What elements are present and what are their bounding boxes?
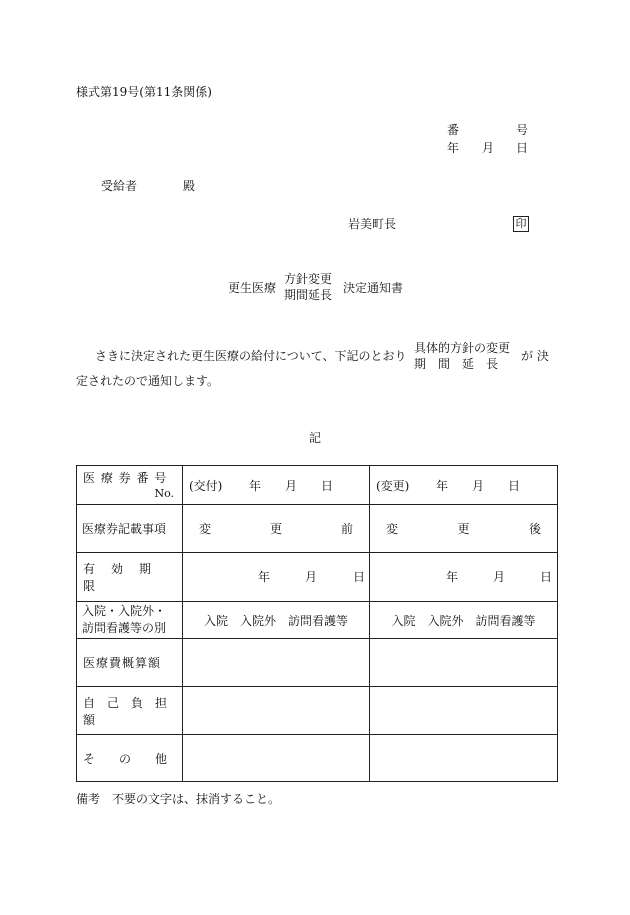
cell-before-change xyxy=(183,505,370,553)
care-home-nursing: 訪問看護等 xyxy=(288,613,349,628)
care-home-nursing-after: 訪問看護等 xyxy=(475,613,536,628)
changed-day: 日 xyxy=(508,479,521,493)
issued-month: 月 xyxy=(285,479,298,493)
before-char-2: 更 xyxy=(269,522,282,536)
valid-before-day: 日 xyxy=(353,570,366,584)
label-care-type-1: 入院・入院外・ xyxy=(82,604,167,619)
cell-issued-date[interactable] xyxy=(183,466,370,505)
table-row xyxy=(77,687,558,735)
table-row xyxy=(77,466,558,505)
care-inpatient-after: 入院 xyxy=(391,613,416,628)
valid-before-month: 月 xyxy=(305,570,318,584)
date-year: 年 xyxy=(447,141,460,155)
body-line-1-end: が 決 xyxy=(521,349,549,363)
issued-year: 年 xyxy=(249,479,262,493)
cell-cost-after[interactable] xyxy=(370,639,558,687)
doc-no-go: 号 xyxy=(516,123,529,137)
label-cost-estimate-text: 医療費概算額 xyxy=(83,656,162,670)
cell-care-type-after[interactable] xyxy=(370,602,558,639)
label-ticket-items-text: 医療券記載事項 xyxy=(82,522,167,536)
doc-no-ban: 番 xyxy=(447,123,460,137)
doc-title-prefix: 更生医療 xyxy=(228,281,277,295)
doc-title-suffix: 決定通知書 xyxy=(343,281,404,295)
doc-title-options xyxy=(284,271,332,303)
ki-heading: 記 xyxy=(309,431,322,445)
care-outpatient: 入院外 xyxy=(239,613,276,628)
changed-year: 年 xyxy=(436,479,449,493)
changed-month: 月 xyxy=(472,479,485,493)
table-row xyxy=(77,553,558,602)
label-ticket-items xyxy=(77,505,183,553)
remarks-note: 備考 不要の文字は、抹消すること。 xyxy=(76,792,281,806)
notice-table xyxy=(76,465,558,782)
after-char-1: 変 xyxy=(386,522,399,536)
label-ticket-no-sub: No. xyxy=(154,487,174,500)
valid-after-day: 日 xyxy=(540,570,553,584)
cell-selfpay-before[interactable] xyxy=(183,687,370,735)
label-ticket-no xyxy=(77,466,183,505)
cell-after-change xyxy=(370,505,558,553)
date-month: 月 xyxy=(482,141,495,155)
issued-tag: (交付) xyxy=(189,479,223,493)
recipient-label: 受給者 xyxy=(101,179,138,193)
care-inpatient: 入院 xyxy=(203,613,228,628)
doc-title-option-1: 方針変更 xyxy=(284,272,333,286)
label-ticket-no-text: 医 療 券 番 号 xyxy=(83,471,168,485)
cell-other-after[interactable] xyxy=(370,735,558,782)
issued-day: 日 xyxy=(321,479,334,493)
changed-tag: (変更) xyxy=(376,479,410,493)
label-cost-estimate xyxy=(77,639,183,687)
label-care-type-2: 訪問看護等の別 xyxy=(82,621,167,635)
body-option-1: 具体的方針の変更 xyxy=(414,341,511,355)
table-row xyxy=(77,602,558,639)
seal-mark: 印 xyxy=(513,216,529,232)
after-char-2: 更 xyxy=(457,522,470,536)
issuer-title: 岩美町長 xyxy=(348,217,397,231)
recipient-suffix: 殿 xyxy=(183,179,196,193)
cell-changed-date[interactable] xyxy=(370,466,558,505)
body-option-2: 期 間 延 長 xyxy=(414,357,499,372)
label-other-text: そ の 他 xyxy=(83,751,168,766)
label-valid-period xyxy=(77,553,183,602)
label-care-type xyxy=(77,602,183,639)
cell-valid-after[interactable] xyxy=(370,553,558,602)
cell-cost-before[interactable] xyxy=(183,639,370,687)
care-outpatient-after: 入院外 xyxy=(427,613,464,628)
body-line-2: 定されたので通知します。 xyxy=(76,374,220,388)
label-valid-period-text: 有 効 期 限 xyxy=(83,562,168,593)
cell-care-type-before[interactable] xyxy=(183,602,370,639)
cell-selfpay-after[interactable] xyxy=(370,687,558,735)
before-char-1: 変 xyxy=(199,522,212,536)
label-other xyxy=(77,735,183,782)
cell-other-before[interactable] xyxy=(183,735,370,782)
cell-valid-before[interactable] xyxy=(183,553,370,602)
after-char-3: 後 xyxy=(528,522,541,536)
date-day: 日 xyxy=(516,141,529,155)
valid-before-year: 年 xyxy=(258,570,271,584)
form-number: 様式第19号(第11条関係) xyxy=(76,85,212,99)
body-options xyxy=(414,340,510,372)
valid-after-month: 月 xyxy=(493,570,506,584)
table-row xyxy=(77,639,558,687)
before-char-3: 前 xyxy=(340,522,353,536)
doc-title-option-2: 期間延長 xyxy=(284,288,333,303)
valid-after-year: 年 xyxy=(446,570,459,584)
table-row xyxy=(77,505,558,553)
table-row xyxy=(77,735,558,782)
body-line-1: さきに決定された更生医療の給付について、下記のとおり xyxy=(95,349,407,363)
label-self-pay-text: 自 己 負 担 額 xyxy=(83,695,180,727)
label-self-pay xyxy=(77,687,183,735)
